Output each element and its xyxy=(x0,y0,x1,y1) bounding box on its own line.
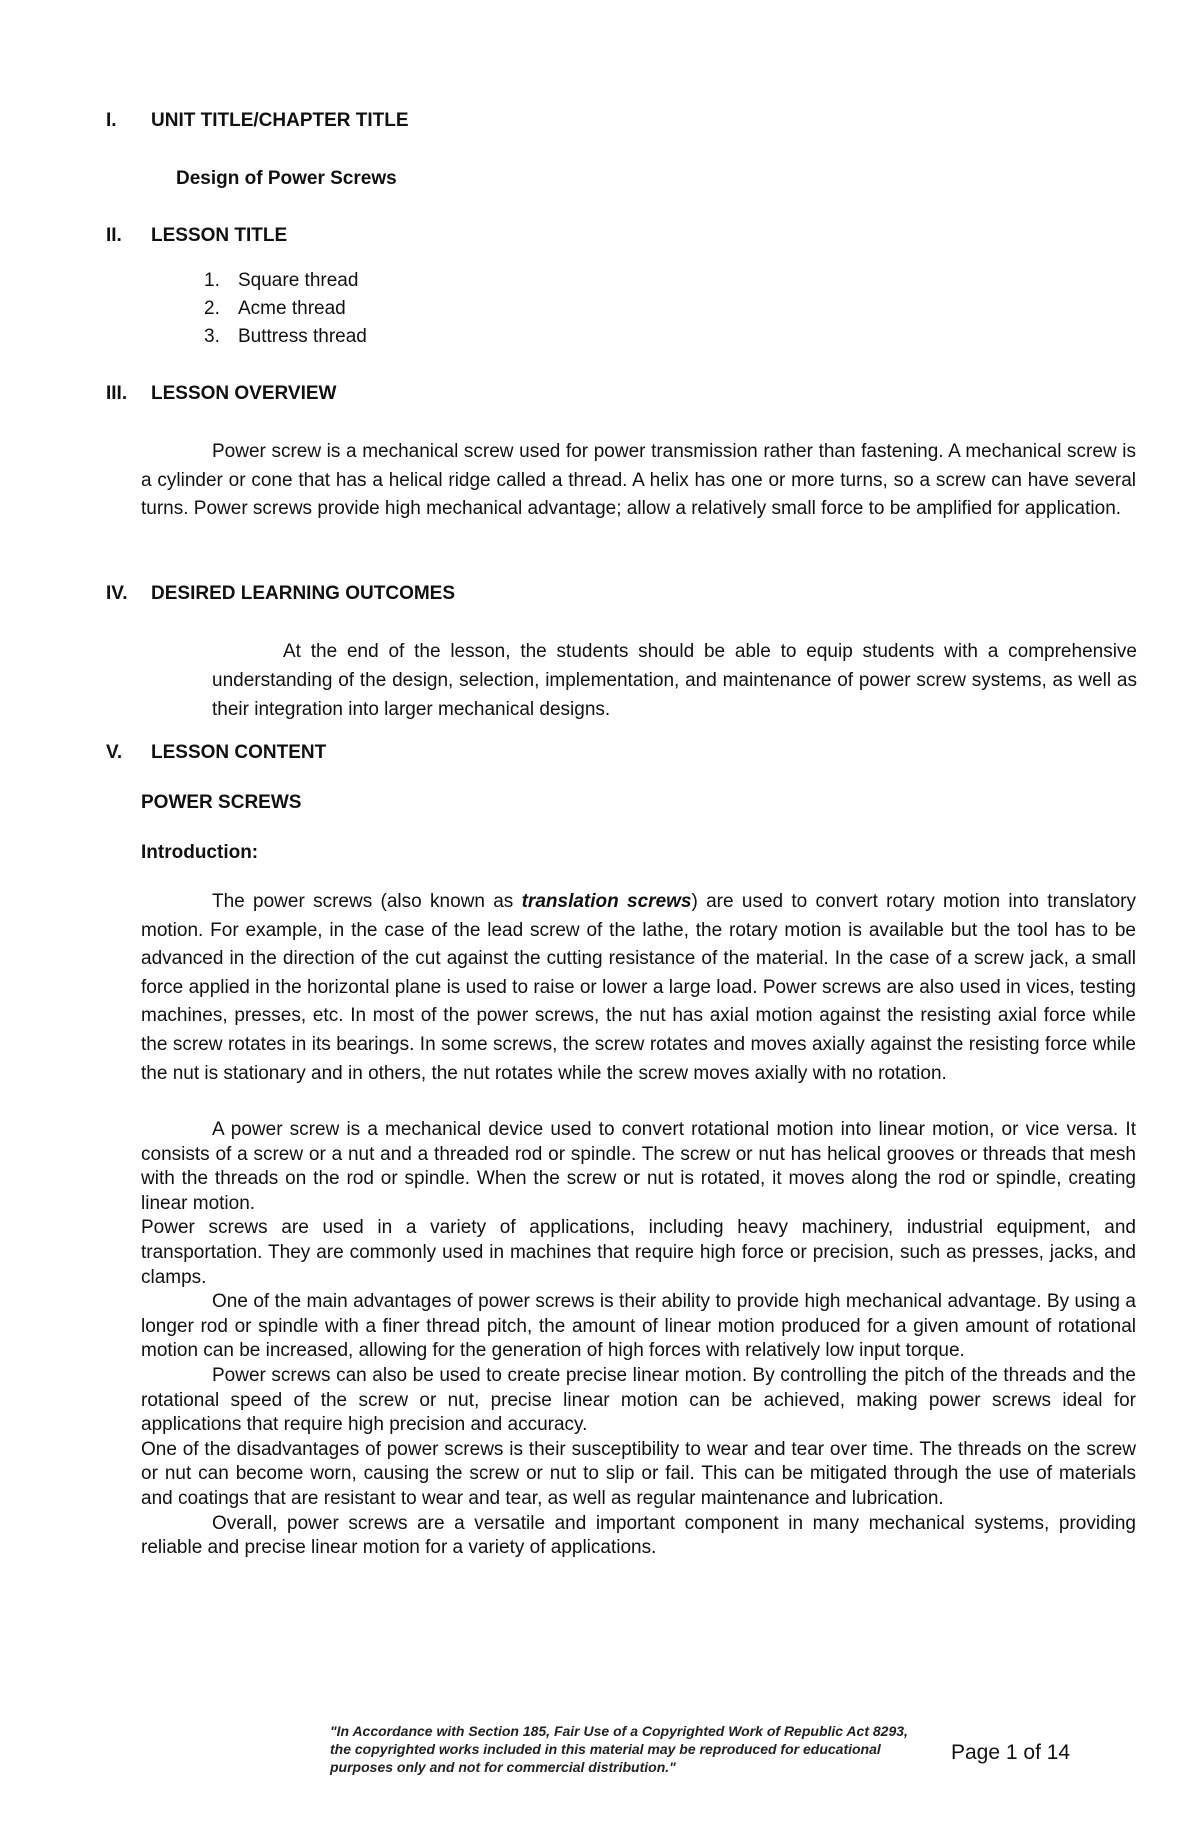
list-number: 3. xyxy=(204,326,220,347)
intro-heading: Introduction: xyxy=(141,842,259,863)
content-heading: POWER SCREWS xyxy=(141,792,302,813)
list-item xyxy=(204,267,367,295)
section-4-heading xyxy=(106,583,455,605)
intro-paragraph xyxy=(141,888,1136,1088)
section-1-heading xyxy=(106,110,409,132)
body-paragraph: One of the disadvantages of power screws is their susceptibility to wear and tear over time. The threads on the screw or nut can become worn, causing the screw or nut to slip or fail. This can be mitigated through the use of materials and coatings that are resistant to wear and tear, as well as regular maintenance and lubrication. xyxy=(141,1438,1136,1509)
list-item xyxy=(204,295,367,323)
body-paragraph: Power screws can also be used to create precise linear motion. By controlling the pitch of the threads and the rotational speed of the screw or nut, precise linear motion can be achieved, making power screws ideal for applications that require high precision and accuracy. xyxy=(141,1364,1136,1436)
list-item xyxy=(204,323,367,351)
body-paragraph: A power screw is a mechanical device used to convert rotational motion into linear motion, or vice versa. It consists of a screw or a nut and a threaded rod or spindle. The screw or nut has helical grooves or threads that mesh with the threads on the rod or spindle. When the screw or nut is rotated, it moves along the rod or spindle, creating linear motion. xyxy=(141,1119,1136,1214)
section-title: LESSON TITLE xyxy=(151,225,288,246)
intro-text-start: The power screws (also known as xyxy=(212,891,522,912)
intro-emphasis: translation screws xyxy=(521,891,692,912)
outcomes-paragraph: At the end of the lesson, the students should be able to equip students with a comprehensive understanding of the design, selection, implementation, and maintenance of power screw systems, as well as their integration into larger mechanical designs. xyxy=(212,641,1137,720)
section-title: LESSON CONTENT xyxy=(151,742,327,763)
copyright-note: "In Accordance with Section 185, Fair Use of a Copyrighted Work of Republic Act 8293, the copyrighted works included in this material may be reproduced for educational purposes only and not for commercial distribution." xyxy=(330,1723,908,1775)
intro-text-rest: ) are used to convert rotary motion into translatory motion. For example, in the case of the lead screw of the lathe, the rotary motion is available but the tool has to be advanced in the direction of the cut against the cutting resistance of the material. In the case of a screw jack, a small force applied in the horizontal plane is used to raise or lower a large load. Power screws are also used in vices, testing machines, presses, etc. In most of the power screws, the nut has axial motion against the resisting axial force while the screw rotates in its bearings. In some screws, the screw rotates and moves axially against the resisting force while the nut is stationary and in others, the nut rotates while the screw moves axially with no rotation. xyxy=(141,891,1136,1084)
page-number: Page 1 of 14 xyxy=(951,1741,1071,1764)
body-paragraph: One of the main advantages of power screws is their ability to provide high mechanical advantage. By using a longer rod or spindle with a finer thread pitch, the amount of linear motion produced for a given amount of rotational motion can be increased, allowing for the generation of high forces with relatively low input torque. xyxy=(141,1291,1136,1362)
unit-subtitle: Design of Power Screws xyxy=(176,168,397,189)
body-paragraph: Overall, power screws are a versatile and important component in many mechanical systems, providing reliable and precise linear motion for a variety of applications. xyxy=(141,1512,1136,1559)
body-paragraph: Power screws are used in a variety of applications, including heavy machinery, industrial equipment, and transportation. They are commonly used in machines that require high force or precision, such as presses, jacks, and clamps. xyxy=(141,1217,1136,1288)
list-text: Square thread xyxy=(238,270,359,291)
section-3-heading xyxy=(106,383,336,405)
section-number: I. xyxy=(106,110,117,131)
body-text xyxy=(141,1118,1136,1561)
list-text: Acme thread xyxy=(238,298,346,319)
section-title: DESIRED LEARNING OUTCOMES xyxy=(151,583,456,604)
section-number: V. xyxy=(106,742,123,763)
list-text: Buttress thread xyxy=(238,326,367,347)
list-number: 1. xyxy=(204,270,220,291)
section-title: LESSON OVERVIEW xyxy=(151,383,337,404)
list-number: 2. xyxy=(204,298,220,319)
section-number: II. xyxy=(106,225,122,246)
overview-paragraph: Power screw is a mechanical screw used for power transmission rather than fastening. A mechanical screw is a cylinder or cone that has a helical ridge called a thread. A helix has one or more turns, so a screw can have several turns. Power screws provide high mechanical advantage; allow a relatively small force to be amplified for application. xyxy=(141,441,1136,519)
section-number: IV. xyxy=(106,583,128,604)
section-5-heading xyxy=(106,742,326,764)
lesson-title-list xyxy=(204,267,367,351)
section-number: III. xyxy=(106,383,128,404)
section-2-heading xyxy=(106,225,287,247)
section-title: UNIT TITLE/CHAPTER TITLE xyxy=(151,110,409,131)
